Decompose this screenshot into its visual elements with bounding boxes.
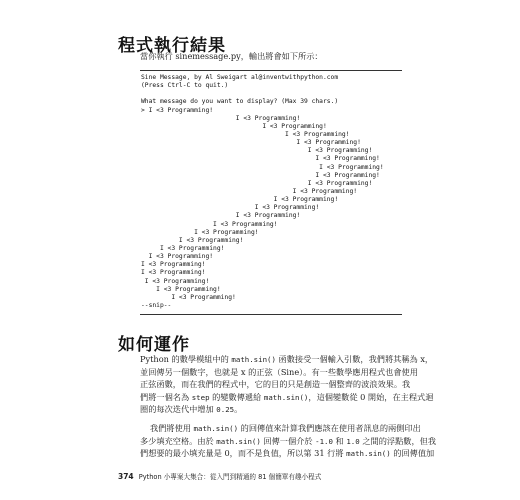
code-line: I <3 Programming! (141, 147, 373, 155)
code-line: I <3 Programming! (141, 236, 244, 244)
code-line (141, 90, 401, 98)
intro-paragraph (140, 50, 402, 63)
paragraph-line: 正弦函數，而在我們的程式中，它的目的只是創造一個整齊的波浪效果。我 (140, 379, 411, 390)
paragraph-line: 並回傳另一個數字，也就是 x 的正弦（Sine）。有一些數學應用程式也會使用 (140, 366, 418, 377)
code-line: --snip-- (141, 301, 172, 309)
code-line: I <3 Programming! (141, 187, 358, 195)
code-line: I <3 Programming! (141, 269, 206, 277)
code-line: I <3 Programming! (141, 139, 361, 147)
code-line: I <3 Programming! (141, 114, 301, 122)
paragraph-line: 們將一個名為 step 的變數傳遞給 math.sin()，這個變數從 0 開始，在主程式迴 (140, 391, 434, 402)
code-line: I <3 Programming! (141, 122, 327, 130)
code-line: I <3 Programming! (141, 130, 350, 138)
intro-line: 當你執行 sinemessage.py，輸出將會如下所示： (140, 51, 323, 61)
paragraph-math-sin (140, 353, 434, 416)
code-line: I <3 Programming! (141, 155, 380, 163)
paragraph-line: 們想要的最小填充量是 0，而不是負值，所以第 31 行將 math.sin() 的回傳值加 (140, 448, 435, 459)
code-line: I <3 Programming! (141, 228, 259, 236)
paragraph-padding (140, 422, 437, 460)
code-line: Sine Message, by Al Sweigart al@inventwithpython.com (141, 74, 339, 81)
code-line: I <3 Programming! (141, 253, 214, 261)
code-line: What message do you want to display? (Max 39 chars.) (141, 98, 339, 106)
code-block-top-rule (140, 70, 402, 71)
code-line: I <3 Programming! (141, 220, 278, 228)
code-line: I <3 Programming! (141, 244, 225, 252)
section-heading-program-output: 程式執行結果 (118, 36, 226, 56)
code-line: > I <3 Programming! (141, 106, 214, 114)
page-footer (118, 471, 321, 481)
paragraph-line: 圈的每次迭代中增加 0.25。 (140, 404, 243, 415)
paragraph-line: 我們將使用 math.sin() 的回傳值來計算我們應該在使用者訊息的兩側印出 (150, 423, 421, 433)
paragraph-line: Python 的數學模組中的 math.sin() 函數接受一個輸入引數，我們將其稱為 x， (140, 354, 434, 364)
code-block-bottom-rule (140, 314, 402, 315)
code-line: I <3 Programming! (141, 204, 320, 212)
code-line: I <3 Programming! (141, 261, 206, 269)
code-line: I <3 Programming! (141, 285, 221, 293)
code-line: I <3 Programming! (141, 277, 210, 285)
code-line: I <3 Programming! (141, 196, 339, 204)
code-line: I <3 Programming! (141, 293, 236, 301)
program-output-code-block (141, 74, 401, 310)
code-line: (Press Ctrl-C to quit.) (141, 82, 229, 90)
page-number: 374 (118, 472, 134, 481)
code-line: I <3 Programming! (141, 163, 384, 171)
paragraph-line: 多少填充空格。由於 math.sin() 回傳一個介於 -1.0 和 1.0 之間的浮點數，但我 (140, 435, 437, 446)
code-line: I <3 Programming! (141, 212, 301, 220)
code-line: I <3 Programming! (141, 171, 380, 179)
section-heading-how-it-works: 如何運作 (118, 335, 190, 355)
book-title-footer: Python 小專案大集合：從入門到精通的 81 個簡單有趣小程式 (138, 473, 322, 481)
code-line: I <3 Programming! (141, 179, 373, 187)
